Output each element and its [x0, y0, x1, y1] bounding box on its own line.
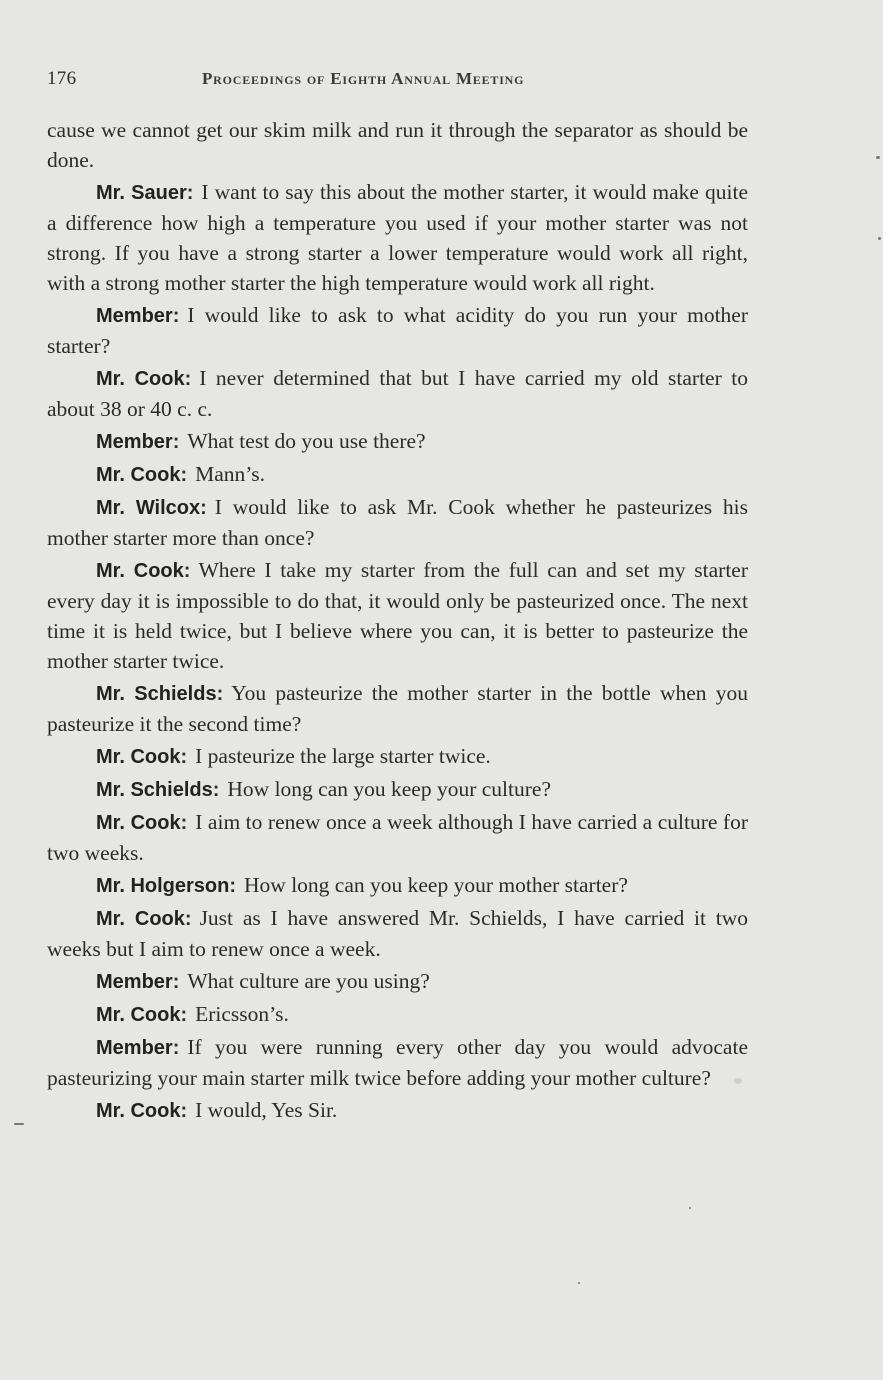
- speech-text: How long can you keep your mother starter?: [244, 873, 628, 897]
- scan-speck: [876, 156, 880, 159]
- scan-speck: [878, 237, 881, 240]
- speaker-name: Mr. Holgerson: [96, 875, 230, 897]
- speech-text: I would, Yes Sir.: [195, 1098, 338, 1122]
- speaker-name: Mr. Schields: [96, 779, 213, 801]
- exchange-paragraph: Mr. Cook: Ericsson’s.: [96, 1002, 289, 1026]
- speech-text: I never determined that but I have carried my old starter to about 38 or 40 c. c.: [47, 366, 748, 421]
- speech-text: Mann’s.: [195, 462, 265, 486]
- exchange-paragraph: Mr. Schields: How long can you keep your culture?: [96, 777, 551, 801]
- speech-text: How long can you keep your culture?: [227, 777, 551, 801]
- speaker-name: Mr. Cook: [96, 1100, 181, 1122]
- speech-text: Where I take my starter from the full can and set my starter every day it is impossible to do that, it would only be pasteurized once. The next time it is held twice, but I believe where you can, it is better to pasteurize the mother starter twice.: [47, 558, 748, 673]
- speaker-name: Mr. Cook: [96, 746, 181, 768]
- exchange-paragraph: Member: What test do you use there?: [96, 429, 426, 453]
- exchange-paragraph: Mr. Cook: Where I take my starter from the full can and set my starter every day it is impossible to do that, it would only be pasteurized once. The next time it is held twice, but I believe where you can, it is better to pasteurize the mother starter twice.: [47, 558, 748, 673]
- opening-paragraph: cause we cannot get our skim milk and run it through the separator as should be done.: [47, 118, 748, 172]
- speaker-name: Mr. Cook: [96, 560, 184, 582]
- speech-text: Just as I have answered Mr. Schields, I have carried it two weeks but I aim to renew once a week.: [47, 906, 749, 961]
- exchange-paragraph: Member: If you were running every other day you would advocate pasteurizing your main starter milk twice before adding your mother culture?: [47, 1035, 748, 1090]
- exchange-paragraph: Mr. Cook: Just as I have answered Mr. Schields, I have carried it two weeks but I aim to renew once a week.: [47, 906, 749, 961]
- speaker-name: Mr. Cook: [96, 1004, 181, 1026]
- speaker-name: Member: [96, 305, 173, 327]
- exchange-paragraph: Mr. Cook: I aim to renew once a week although I have carried a culture for two weeks.: [47, 810, 748, 865]
- speaker-name: Member: [96, 1037, 173, 1059]
- speaker-name: Mr. Cook: [96, 812, 181, 834]
- exchange-paragraph: Member: I would like to ask to what acidity do you run your mother starter?: [47, 303, 748, 358]
- scan-speck: [689, 1207, 691, 1209]
- exchange-paragraph: Mr. Cook: I pasteurize the large starter twice.: [96, 744, 491, 768]
- page-number: 176: [47, 68, 77, 89]
- speech-text: I want to say this about the mother starter, it would make quite a difference how high a temperature you used if your mother starter was not strong. If you have a strong starter a lower temperature would work all right, with a strong mother starter the high temperature would work all right.: [47, 180, 748, 295]
- speech-text: What test do you use there?: [187, 429, 426, 453]
- speaker-name: Mr. Cook: [96, 908, 185, 930]
- speech-text: I pasteurize the large starter twice.: [195, 744, 491, 768]
- page-header: [47, 68, 747, 96]
- speech-text: I would like to ask to what acidity do you run your mother starter?: [47, 303, 748, 358]
- exchange-paragraph: Mr. Schields: You pasteurize the mother starter in the bottle when you pasteurize it the second time?: [47, 681, 748, 736]
- speech-text: Ericsson’s.: [195, 1002, 289, 1026]
- scan-speck: [734, 1078, 742, 1084]
- exchange-paragraph: Mr. Holgerson: How long can you keep your mother starter?: [96, 873, 628, 897]
- exchange-paragraph: Mr. Wilcox: I would like to ask Mr. Cook whether he pasteurizes his mother starter more than once?: [47, 495, 748, 550]
- speaker-name: Mr. Cook: [96, 368, 185, 390]
- exchange-paragraph: Mr. Cook: Mann’s.: [96, 462, 265, 486]
- speech-text: I aim to renew once a week although I have carried a culture for two weeks.: [47, 810, 748, 865]
- exchange-paragraph: Mr. Sauer: I want to say this about the mother starter, it would make quite a difference how high a temperature you used if your mother starter was not strong. If you have a strong starter a lower temperature would work all right, with a strong mother starter the high temperature would work all right.: [47, 180, 748, 295]
- running-title: Proceedings of Eighth Annual Meeting: [202, 69, 525, 88]
- speaker-name: Mr. Cook: [96, 464, 181, 486]
- body-text: [47, 115, 748, 1128]
- exchange-paragraph: Mr. Cook: I never determined that but I have carried my old starter to about 38 or 40 c. c.: [47, 366, 748, 421]
- speaker-name: Mr. Wilcox: [96, 497, 201, 519]
- speaker-name: Member: [96, 971, 173, 993]
- speech-text: I would like to ask Mr. Cook whether he pasteurizes his mother starter more than once?: [47, 495, 748, 550]
- scan-speck: [578, 1282, 580, 1284]
- exchange-paragraph: Mr. Cook: I would, Yes Sir.: [96, 1098, 338, 1122]
- speaker-name: Mr. Sauer: [96, 182, 187, 204]
- speech-text: If you were running every other day you would advocate pasteurizing your main starter milk twice before adding your mother culture?: [47, 1035, 748, 1090]
- speaker-name: Member: [96, 431, 173, 453]
- exchange-paragraph: Member: What culture are you using?: [96, 969, 430, 993]
- speaker-name: Mr. Schields: [96, 683, 217, 705]
- speech-text: What culture are you using?: [187, 969, 430, 993]
- speech-text: You pasteurize the mother starter in the bottle when you pasteurize it the second time?: [47, 681, 748, 736]
- scan-speck: [14, 1123, 24, 1125]
